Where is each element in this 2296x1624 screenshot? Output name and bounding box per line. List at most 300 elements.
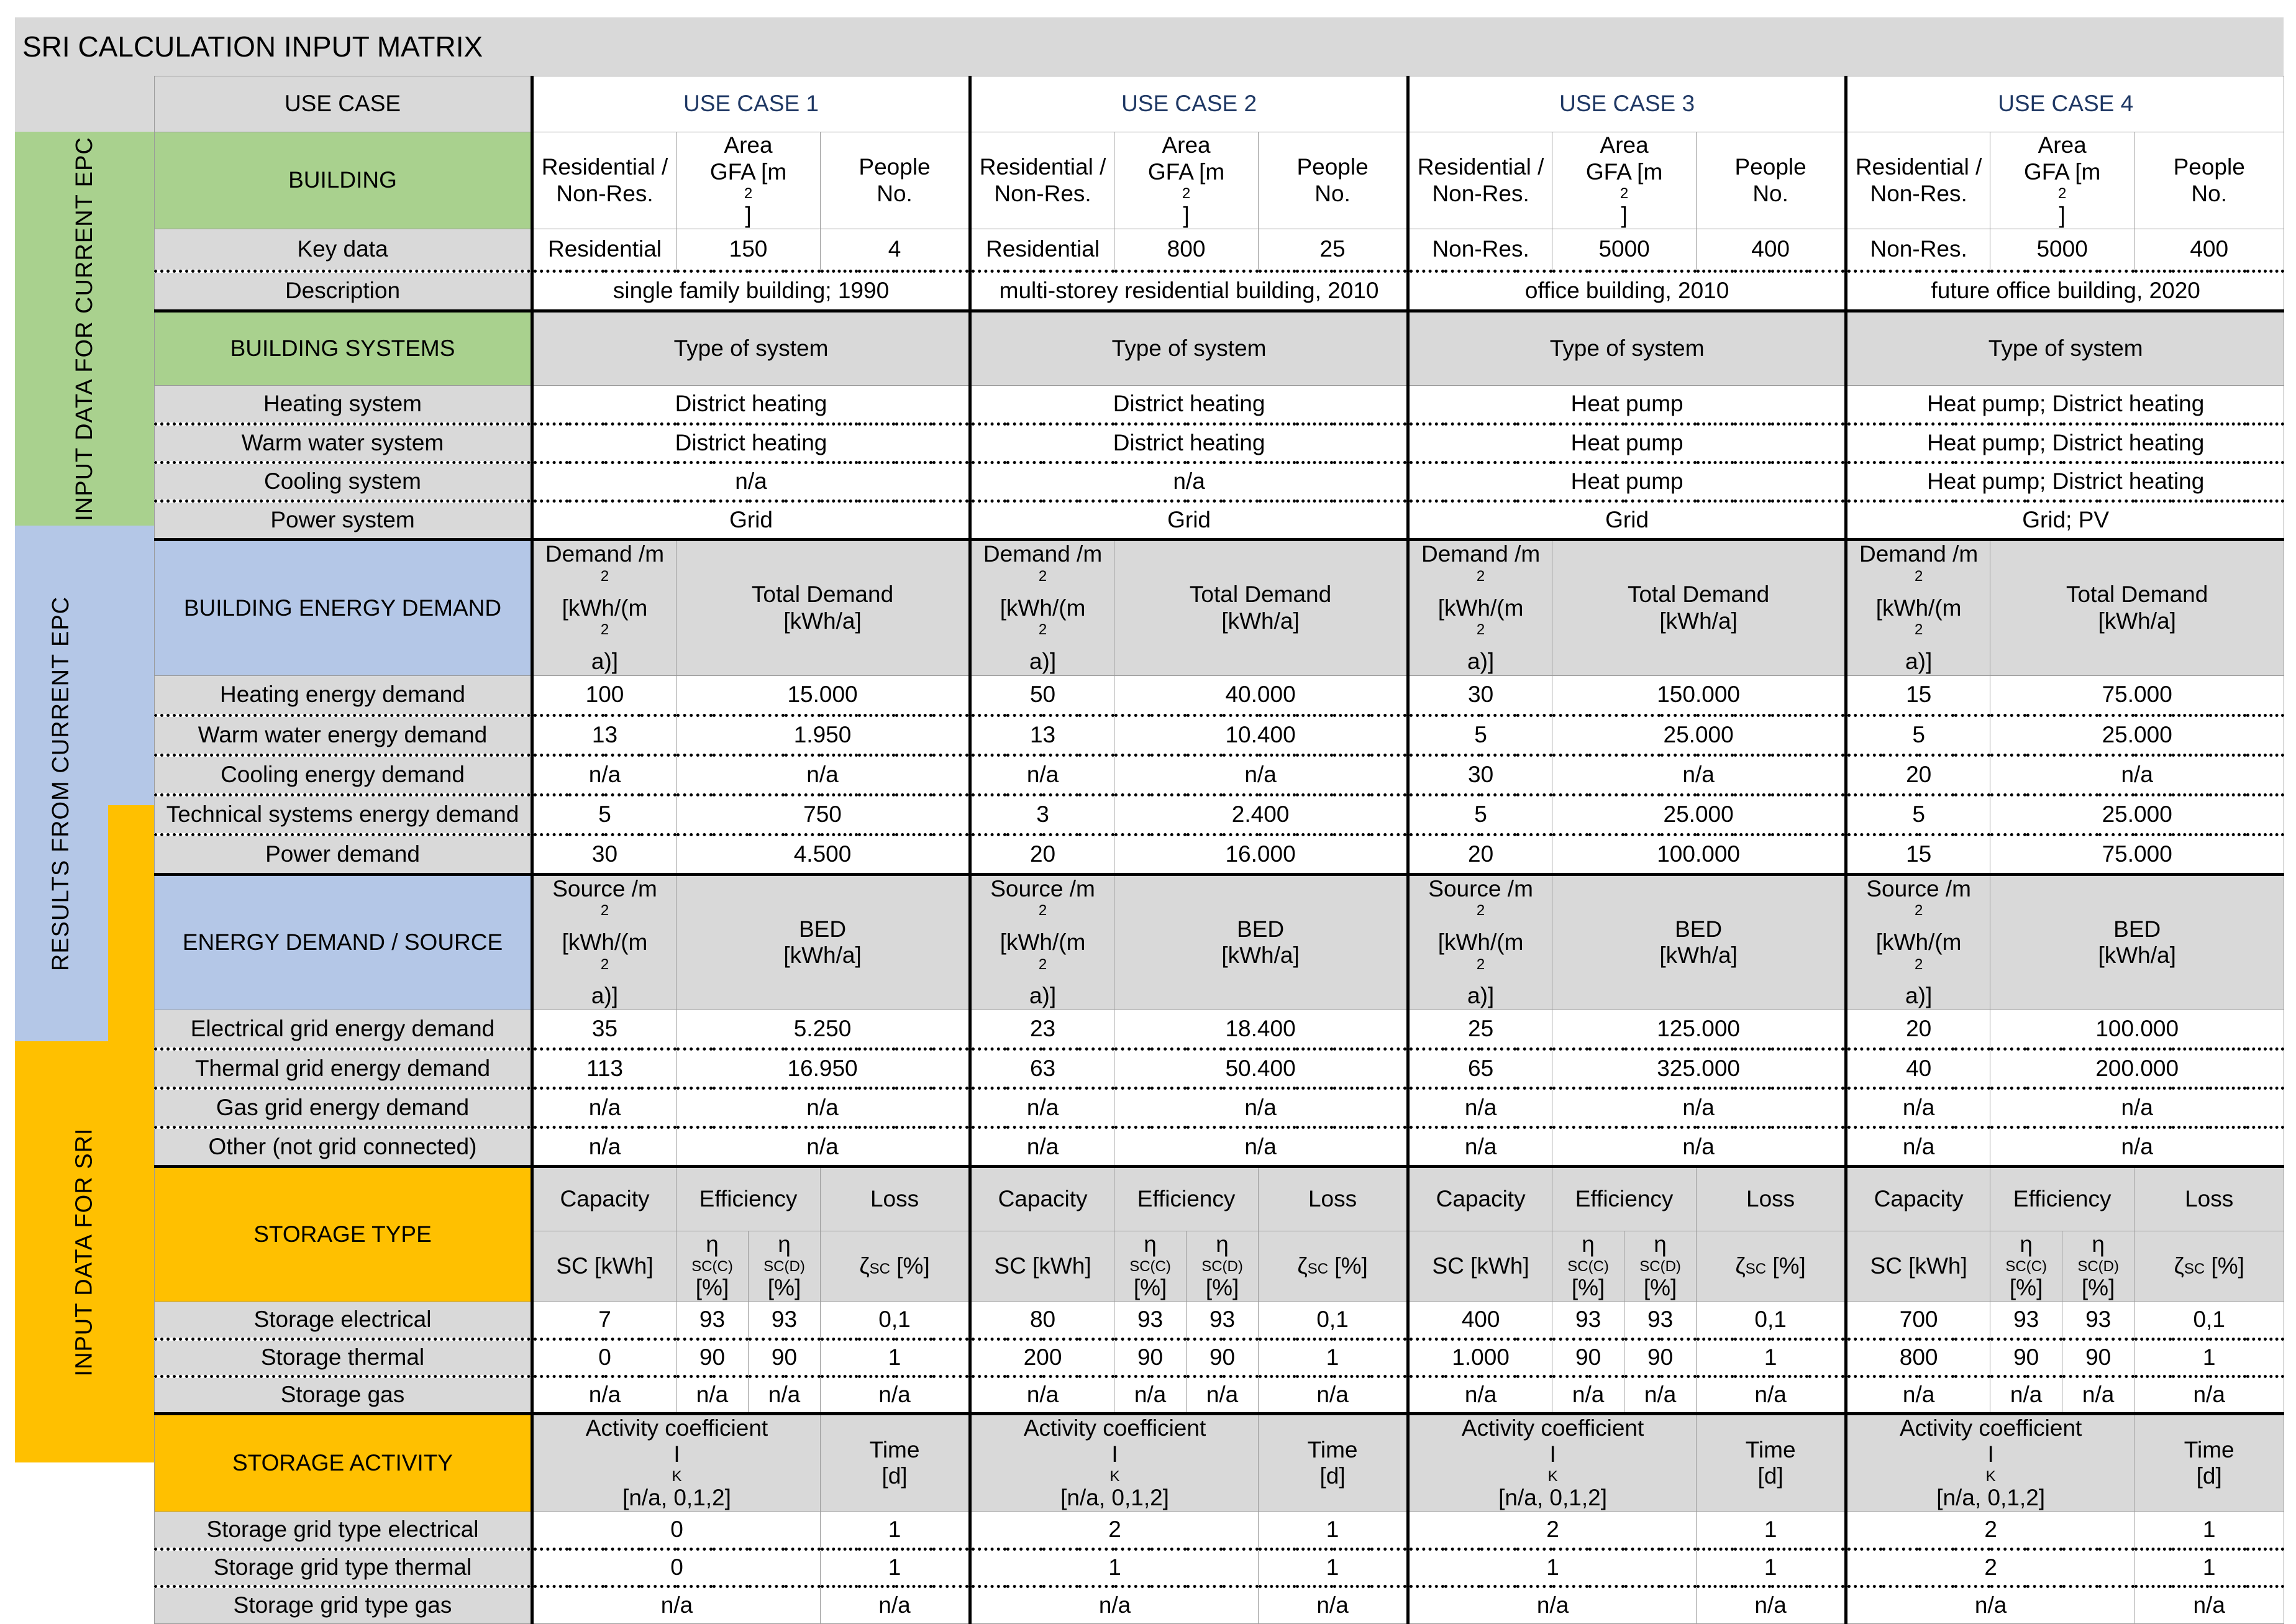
storage-eff-discharge: 93 <box>1624 1302 1697 1339</box>
value-per-m2: 40 <box>1846 1049 1990 1088</box>
key-data-area: 5000 <box>1552 229 1697 271</box>
eff-charge-pct: [%] <box>695 1275 729 1301</box>
value-total: n/a <box>1990 1088 2284 1128</box>
storage-type-row <box>155 1302 2284 1339</box>
col-area-sup: 2 <box>2057 185 2067 203</box>
key-data-area: 150 <box>676 229 821 271</box>
energy-demand-header-row <box>155 540 2284 675</box>
storage-eff-charge: 93 <box>676 1302 749 1339</box>
col-total-line2: [kWh/a] <box>1659 942 1738 969</box>
value-total: 750 <box>676 795 970 834</box>
col-people-line1: People <box>2173 154 2245 180</box>
storage-type-header-row1 <box>155 1167 2284 1231</box>
value-total: 200.000 <box>1990 1049 2284 1088</box>
storage-eff-charge: 93 <box>1552 1302 1624 1339</box>
col-area <box>1552 132 1697 229</box>
band-results-epc <box>15 526 108 1041</box>
col-total-line2: [kWh/a] <box>783 942 862 969</box>
col-res-line2: Non-Res. <box>556 180 654 206</box>
eff-charge <box>1990 1231 2062 1302</box>
value-per-m2: 30 <box>532 834 676 874</box>
activity-range: [n/a, 0,1,2] <box>1936 1485 2046 1511</box>
col-per-m2: Demand /m $^2$ [kWh/(m $^2$ a)] <box>970 540 1114 675</box>
storage-eff-charge: 93 <box>1990 1302 2062 1339</box>
system-value: District heating <box>970 424 1408 463</box>
col-total-line1: Total Demand <box>2066 582 2208 608</box>
col-total-line1: Total Demand <box>1627 582 1770 608</box>
key-data-type: Non-Res. <box>1408 229 1552 271</box>
value-total: 75.000 <box>1990 675 2284 715</box>
value-per-m2: n/a <box>1846 1088 1990 1128</box>
value-per-m2: 20 <box>1846 1010 1990 1049</box>
loss-sub: SC <box>2184 1261 2205 1278</box>
col-area-line2: GFA [m <box>2023 158 2101 185</box>
time-line2: [d] <box>1319 1463 1346 1489</box>
loss-unit <box>1697 1231 1846 1302</box>
system-value: Grid <box>532 501 970 540</box>
col-residential <box>970 132 1114 229</box>
storage-loss: 1 <box>1259 1339 1408 1376</box>
eff-charge-pct: [%] <box>2009 1275 2043 1301</box>
description-value: single family building; 1990 <box>532 271 970 311</box>
value-total: n/a <box>676 1088 970 1128</box>
system-value: n/a <box>532 463 970 501</box>
capacity-label: Capacity <box>532 1167 676 1231</box>
value-per-m2: 30 <box>1408 755 1552 795</box>
system-row <box>155 424 2284 463</box>
time-label <box>821 1413 970 1512</box>
value-per-m2: n/a <box>532 1128 676 1167</box>
value-total: 1.950 <box>676 715 970 755</box>
time-line1: Time <box>869 1436 920 1462</box>
use-case-header-row <box>155 76 2284 132</box>
eff-discharge <box>749 1231 821 1302</box>
value-total: 75.000 <box>1990 834 2284 874</box>
system-value: District heating <box>532 424 970 463</box>
capacity-label: Capacity <box>970 1167 1114 1231</box>
col-people-line1: People <box>1734 154 1806 180</box>
eff-discharge <box>1624 1231 1697 1302</box>
eff-charge-symbol: η <box>1144 1231 1157 1257</box>
system-value: n/a <box>970 463 1408 501</box>
eff-discharge <box>1187 1231 1259 1302</box>
energy_demand-label: Heating energy demand <box>155 675 532 715</box>
value-total: 25.000 <box>1552 795 1846 834</box>
storage-loss: n/a <box>2134 1376 2284 1413</box>
value-per-m2: 20 <box>1846 755 1990 795</box>
value-total: 100.000 <box>1552 834 1846 874</box>
eff-charge-sub: SC(C) <box>2005 1257 2047 1275</box>
loss-symbol: ζ <box>859 1253 870 1279</box>
col-per-m2-line1: Demand /m <box>545 541 665 567</box>
col-total <box>1552 874 1846 1010</box>
storage-eff-discharge: 93 <box>1187 1302 1259 1339</box>
col-total-line1: Total Demand <box>751 582 894 608</box>
corner-block <box>15 76 154 132</box>
time-line1: Time <box>1745 1436 1796 1462</box>
eff-discharge-pct: [%] <box>1643 1275 1677 1301</box>
efficiency-label: Efficiency <box>1990 1167 2134 1231</box>
description-row <box>155 271 2284 311</box>
col-area-close: ] <box>745 202 752 228</box>
col-res-line2: Non-Res. <box>1432 180 1529 206</box>
activity-value: n/a <box>970 1586 1259 1623</box>
loss-pct: [%] <box>890 1253 930 1279</box>
storage-eff-discharge: 90 <box>2062 1339 2134 1376</box>
eff-discharge <box>2062 1231 2134 1302</box>
col-per-m2-unit-end: a)] <box>1905 983 1933 1009</box>
storage-eff-discharge: n/a <box>1624 1376 1697 1413</box>
col-per-m2: Source /m $^2$ [kWh/(m $^2$ a)] <box>1408 874 1552 1010</box>
value-total: 25.000 <box>1990 795 2284 834</box>
col-res-line1: Residential / <box>979 154 1106 180</box>
col-per-m2-unit-end: a)] <box>1029 649 1057 675</box>
col-area-sup: 2 <box>744 185 753 203</box>
value-per-m2: n/a <box>532 755 676 795</box>
value-per-m2: n/a <box>970 1088 1114 1128</box>
activity-symbol: I <box>1987 1441 1994 1467</box>
type-of-system-label: Type of system <box>970 311 1408 386</box>
band-results-epc-label: RESULTS FROM CURRENT EPC <box>48 596 75 971</box>
system-row <box>155 463 2284 501</box>
activity-value: 0 <box>532 1549 821 1586</box>
system-value: Heat pump; District heating <box>1846 424 2284 463</box>
band-results-epc-ext <box>108 526 154 805</box>
col-total-line2: [kWh/a] <box>1221 608 1300 634</box>
system-value: Grid <box>970 501 1408 540</box>
activity-symbol: I <box>1549 1441 1556 1467</box>
value-per-m2: 113 <box>532 1049 676 1088</box>
time-value: 1 <box>821 1512 970 1549</box>
value-per-m2: 23 <box>970 1010 1114 1049</box>
system-value: District heating <box>970 386 1408 424</box>
col-total-line1: BED <box>798 916 847 942</box>
col-res-line2: Non-Res. <box>1870 180 1967 206</box>
type-of-system-label: Type of system <box>1408 311 1846 386</box>
activity-symbol: I <box>1111 1441 1118 1467</box>
storage-capacity: 1.000 <box>1408 1339 1552 1376</box>
time-value: 1 <box>821 1549 970 1586</box>
loss-symbol: ζ <box>1735 1253 1746 1279</box>
col-per-m2: Source /m $^2$ [kWh/(m $^2$ a)] <box>970 874 1114 1010</box>
storage-type-row <box>155 1376 2284 1413</box>
band-input-sri-label: INPUT DATA FOR SRI <box>71 1127 98 1377</box>
loss-sub: SC <box>869 1261 890 1278</box>
activity-range: [n/a, 0,1,2] <box>1498 1485 1608 1511</box>
loss-label: Loss <box>1259 1167 1408 1231</box>
storage-loss: n/a <box>821 1376 970 1413</box>
col-per-m2-unit: [kWh/(m <box>1000 595 1086 621</box>
storage-loss: 0,1 <box>821 1302 970 1339</box>
use-case-title: USE CASE 2 <box>970 76 1408 132</box>
efficiency-label: Efficiency <box>1552 1167 1697 1231</box>
col-res-line2: Non-Res. <box>994 180 1091 206</box>
storage-loss: 0,1 <box>1697 1302 1846 1339</box>
activity-range: [n/a, 0,1,2] <box>1060 1485 1169 1511</box>
col-total-line1: BED <box>2113 916 2161 942</box>
time-value: 1 <box>1259 1549 1408 1586</box>
value-total: n/a <box>1114 1088 1408 1128</box>
col-area-close: ] <box>2059 202 2066 228</box>
loss-unit <box>821 1231 970 1302</box>
value-per-m2: 15 <box>1846 675 1990 715</box>
system-value: Heat pump; District heating <box>1846 463 2284 501</box>
value-total: 100.000 <box>1990 1010 2284 1049</box>
loss-sub: SC <box>1307 1261 1329 1278</box>
col-people-line1: People <box>859 154 931 180</box>
col-area <box>1114 132 1259 229</box>
energy_demand-label: Warm water energy demand <box>155 715 532 755</box>
eff-discharge-pct: [%] <box>767 1275 801 1301</box>
value-total: 15.000 <box>676 675 970 715</box>
time-value: n/a <box>1259 1586 1408 1623</box>
storage-loss: 1 <box>1697 1339 1846 1376</box>
col-people <box>1697 132 1846 229</box>
col-total <box>1114 540 1408 675</box>
capacity-unit: SC [kWh] <box>1408 1231 1552 1302</box>
col-per-m2-unit-end: a)] <box>591 649 619 675</box>
col-per-m2-unit: [kWh/(m <box>562 595 648 621</box>
value-total: 50.400 <box>1114 1049 1408 1088</box>
loss-pct: [%] <box>2205 1253 2244 1279</box>
description-value: future office building, 2020 <box>1846 271 2284 311</box>
key-data-people: 4 <box>821 229 970 271</box>
key-data-type: Non-Res. <box>1846 229 1990 271</box>
type-of-system-label: Type of system <box>1846 311 2284 386</box>
col-per-m2-unit-end: a)] <box>1467 983 1495 1009</box>
value-per-m2: n/a <box>1408 1128 1552 1167</box>
demand_source-label: Gas grid energy demand <box>155 1088 532 1128</box>
value-per-m2: 15 <box>1846 834 1990 874</box>
storage-eff-charge: n/a <box>1114 1376 1187 1413</box>
col-residential <box>1408 132 1552 229</box>
storage-capacity: n/a <box>1846 1376 1990 1413</box>
loss-unit <box>2134 1231 2284 1302</box>
value-per-m2: n/a <box>532 1088 676 1128</box>
key-data-people: 25 <box>1259 229 1408 271</box>
energy_demand-label: Technical systems energy demand <box>155 795 532 834</box>
time-line1: Time <box>2184 1436 2234 1462</box>
demand_source-row <box>155 1088 2284 1128</box>
storage-activity-row <box>155 1512 2284 1549</box>
value-per-m2: 100 <box>532 675 676 715</box>
col-people-line2: No. <box>1314 180 1351 206</box>
energy-demand-header: BUILDING ENERGY DEMAND <box>155 540 532 675</box>
col-per-m2-line1: Source /m <box>990 875 1095 901</box>
col-per-m2: Source /m $^2$ [kWh/(m $^2$ a)] <box>1846 874 1990 1010</box>
key-data-people: 400 <box>2134 229 2284 271</box>
time-label <box>1259 1413 1408 1512</box>
system-value: District heating <box>532 386 970 424</box>
activity-value: 2 <box>970 1512 1259 1549</box>
col-per-m2-unit-end: a)] <box>1905 649 1933 675</box>
band-input-epc <box>15 132 154 526</box>
col-area-sup: 2 <box>1620 185 1629 203</box>
eff-charge-pct: [%] <box>1133 1275 1167 1301</box>
value-total: n/a <box>676 1128 970 1167</box>
col-residential <box>1846 132 1990 229</box>
storage-loss: n/a <box>1259 1376 1408 1413</box>
eff-charge-symbol: η <box>706 1231 719 1257</box>
eff-charge-sub: SC(C) <box>691 1257 733 1275</box>
system-value: Heat pump <box>1408 463 1846 501</box>
eff-charge-sub: SC(C) <box>1129 1257 1171 1275</box>
value-per-m2: 63 <box>970 1049 1114 1088</box>
use-case-label: USE CASE <box>155 76 532 132</box>
loss-sub: SC <box>1745 1261 1767 1278</box>
capacity-label: Capacity <box>1408 1167 1552 1231</box>
time-value: 1 <box>1697 1549 1846 1586</box>
time-value: 1 <box>2134 1549 2284 1586</box>
system-value: Heat pump; District heating <box>1846 386 2284 424</box>
storage-loss: 1 <box>2134 1339 2284 1376</box>
value-total: n/a <box>1990 1128 2284 1167</box>
col-people-line1: People <box>1296 154 1369 180</box>
value-per-m2: 20 <box>1408 834 1552 874</box>
col-per-m2-unit: [kWh/(m <box>1000 929 1086 956</box>
type-of-system-label: Type of system <box>532 311 970 386</box>
col-total <box>1990 874 2284 1010</box>
col-per-m2-unit-end: a)] <box>591 983 619 1009</box>
storage-capacity: 0 <box>532 1339 676 1376</box>
demand_source-label: Other (not grid connected) <box>155 1128 532 1167</box>
efficiency-label: Efficiency <box>1114 1167 1259 1231</box>
storage-loss: 1 <box>821 1339 970 1376</box>
sri-input-matrix <box>154 76 2284 1624</box>
description-label: Description <box>155 271 532 311</box>
col-total-line1: BED <box>1237 916 1285 942</box>
col-area-line2: GFA [m <box>709 158 787 185</box>
eff-charge-sub: SC(C) <box>1567 1257 1609 1275</box>
activity-symbol: I <box>673 1441 680 1467</box>
value-total: 2.400 <box>1114 795 1408 834</box>
value-per-m2: 20 <box>970 834 1114 874</box>
storage-activity-row <box>155 1586 2284 1623</box>
system-row <box>155 386 2284 424</box>
capacity-unit: SC [kWh] <box>532 1231 676 1302</box>
storage-activity-label: Storage grid type gas <box>155 1586 532 1623</box>
col-res-line1: Residential / <box>541 154 668 180</box>
col-total <box>676 874 970 1010</box>
activity-value: 0 <box>532 1512 821 1549</box>
time-line2: [d] <box>1757 1463 1784 1489</box>
value-total: 150.000 <box>1552 675 1846 715</box>
storage-capacity: 80 <box>970 1302 1114 1339</box>
col-total <box>1114 874 1408 1010</box>
activity-line1: Activity coefficient <box>1023 1415 1206 1441</box>
systems-header-row <box>155 311 2284 386</box>
storage-capacity: 400 <box>1408 1302 1552 1339</box>
key-data-label: Key data <box>155 229 532 271</box>
col-per-m2-unit: [kWh/(m <box>1875 929 1962 956</box>
value-total: n/a <box>1552 1088 1846 1128</box>
activity-coefficient-label <box>970 1413 1259 1512</box>
demand_source-row <box>155 1128 2284 1167</box>
time-value: 1 <box>1697 1512 1846 1549</box>
loss-unit <box>1259 1231 1408 1302</box>
value-total: 10.400 <box>1114 715 1408 755</box>
activity-coefficient-label <box>532 1413 821 1512</box>
eff-charge <box>1114 1231 1187 1302</box>
value-total: 25.000 <box>1552 715 1846 755</box>
col-people <box>1259 132 1408 229</box>
system-value: Grid <box>1408 501 1846 540</box>
activity-value: n/a <box>1408 1586 1697 1623</box>
key-data-type: Residential <box>532 229 676 271</box>
time-line2: [d] <box>2196 1463 2222 1489</box>
storage-eff-discharge: 90 <box>749 1339 821 1376</box>
value-total: 18.400 <box>1114 1010 1408 1049</box>
value-total: 16.000 <box>1114 834 1408 874</box>
activity-line1: Activity coefficient <box>585 1415 768 1441</box>
value-per-m2: 25 <box>1408 1010 1552 1049</box>
storage-type-label: Storage thermal <box>155 1339 532 1376</box>
col-per-m2-line1: Source /m <box>1428 875 1533 901</box>
band-input-sri <box>15 1041 154 1462</box>
col-total-line2: [kWh/a] <box>2098 942 2176 969</box>
demand-source-header-row <box>155 874 2284 1010</box>
col-total-line2: [kWh/a] <box>783 608 862 634</box>
storage-activity-label: Storage grid type electrical <box>155 1512 532 1549</box>
loss-label: Loss <box>2134 1167 2284 1231</box>
storage-eff-charge: 90 <box>676 1339 749 1376</box>
col-per-m2-unit-end: a)] <box>1467 649 1495 675</box>
storage-eff-charge: 90 <box>1114 1339 1187 1376</box>
eff-charge <box>1552 1231 1624 1302</box>
col-area-line2: GFA [m <box>1147 158 1225 185</box>
col-per-m2-unit: [kWh/(m <box>1437 929 1524 956</box>
col-res-line1: Residential / <box>1417 154 1544 180</box>
eff-discharge-sub: SC(D) <box>1639 1257 1681 1275</box>
storage-type-label: Storage gas <box>155 1376 532 1413</box>
storage-capacity: n/a <box>1408 1376 1552 1413</box>
time-value: n/a <box>2134 1586 2284 1623</box>
activity-range: [n/a, 0,1,2] <box>622 1485 731 1511</box>
energy_demand-row <box>155 834 2284 874</box>
col-area-line1: Area <box>724 132 773 158</box>
col-residential <box>532 132 676 229</box>
energy_demand-label: Cooling energy demand <box>155 755 532 795</box>
storage-loss: n/a <box>1697 1376 1846 1413</box>
time-line1: Time <box>1307 1436 1358 1462</box>
storage-loss: 0,1 <box>2134 1302 2284 1339</box>
value-per-m2: 50 <box>970 675 1114 715</box>
eff-discharge-sub: SC(D) <box>2077 1257 2119 1275</box>
time-label <box>2134 1413 2284 1512</box>
storage-activity-header: STORAGE ACTIVITY <box>155 1413 532 1512</box>
storage-capacity: 800 <box>1846 1339 1990 1376</box>
value-per-m2: 13 <box>532 715 676 755</box>
col-per-m2-unit: [kWh/(m <box>1875 595 1962 621</box>
col-area-line2: GFA [m <box>1585 158 1663 185</box>
description-value: office building, 2010 <box>1408 271 1846 311</box>
storage-eff-charge: 93 <box>1114 1302 1187 1339</box>
demand_source-label: Thermal grid energy demand <box>155 1049 532 1088</box>
storage-eff-charge: n/a <box>1990 1376 2062 1413</box>
activity-line1: Activity coefficient <box>1461 1415 1644 1441</box>
capacity-unit: SC [kWh] <box>1846 1231 1990 1302</box>
col-area-close: ] <box>1183 202 1190 228</box>
storage-capacity: 200 <box>970 1339 1114 1376</box>
storage-capacity: n/a <box>970 1376 1114 1413</box>
col-per-m2-unit: [kWh/(m <box>1437 595 1524 621</box>
col-area-close: ] <box>1621 202 1628 228</box>
value-per-m2: 5 <box>1408 795 1552 834</box>
activity-value: 2 <box>1846 1512 2134 1549</box>
storage-eff-discharge: 90 <box>1624 1339 1697 1376</box>
storage-type-header: STORAGE TYPE <box>155 1167 532 1302</box>
col-area-line1: Area <box>1162 132 1211 158</box>
